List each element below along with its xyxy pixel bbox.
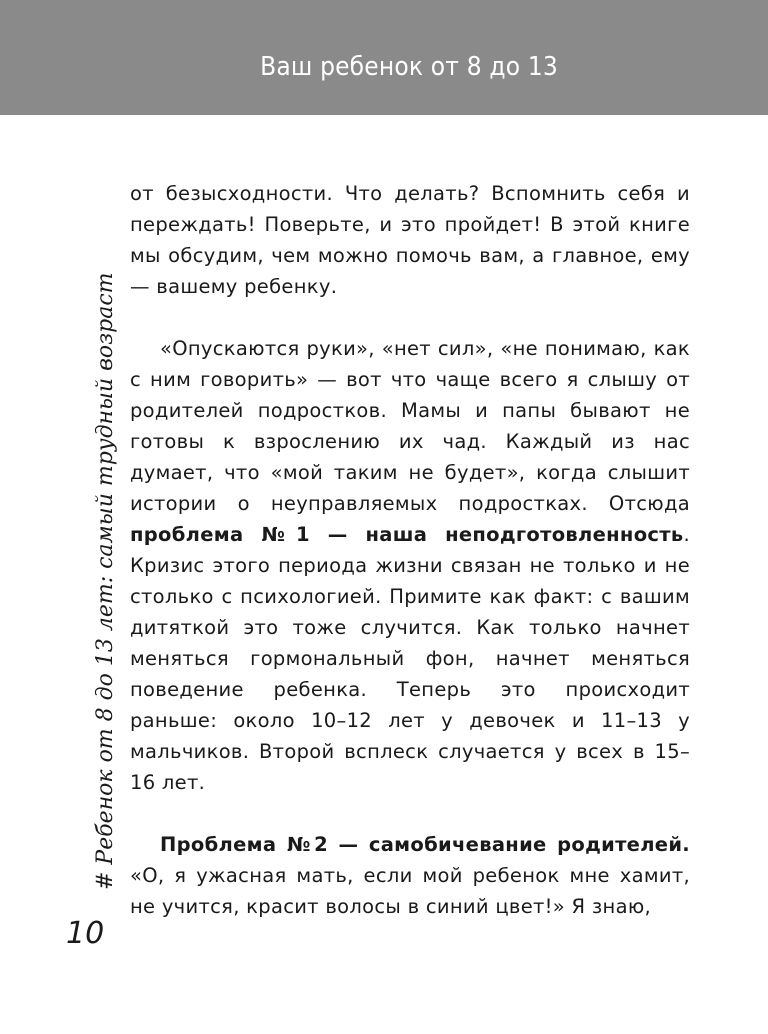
running-title: # Ребенок от 8 до 13 лет: самый трудный возраст: [93, 272, 118, 890]
paragraph-gap: [130, 302, 690, 333]
header-title: Ваш ребенок от 8 до 13: [260, 52, 558, 82]
paragraph-text: «О, я ужасная мать, если мой ребенок мне хамит, не учится, красит волосы в синий цвет!» Я знаю,: [130, 864, 690, 918]
bold-phrase: проблема №1 — наша неподготовленность: [130, 523, 684, 546]
paragraph-text: «Опускаются руки», «нет сил», «не понимаю, как с ним говорить» — вот что чаще всего я слышу от родителей подростков. Мамы и папы бывают не готовы к взрослению их чад. Каждый из нас думает, что «мой таким не будет», когда слышит истории о неуправляемых подростках. Отсюда: [130, 337, 690, 515]
page-number: 10: [66, 916, 105, 951]
paragraph: [130, 333, 690, 798]
paragraph-text: от безысходности. Что делать? Вспомнить себя и переждать! Поверьте, и это пройдет! В этой книге мы обсудим, чем можно помочь вам, а главное, ему — вашему ребенку.: [130, 182, 690, 298]
paragraph: [130, 178, 690, 302]
body-text: [130, 178, 690, 922]
page-header: [0, 0, 768, 115]
paragraph-gap: [130, 798, 690, 829]
paragraph: [130, 829, 690, 922]
bold-phrase: Проблема №2 — самобичевание родителей.: [160, 833, 690, 856]
paragraph-text: . Кризис этого периода жизни связан не только и не столько с психологией. Примите как факт: с вашим дитяткой это тоже случится. Как только начнет меняться гормональный фон, начнет меняться поведение ребенка. Теперь это происходит раньше: около 10–12 лет у девочек и 11–13 у мальчиков. Второй всплеск случается у всех в 15–16 лет.: [130, 523, 690, 794]
